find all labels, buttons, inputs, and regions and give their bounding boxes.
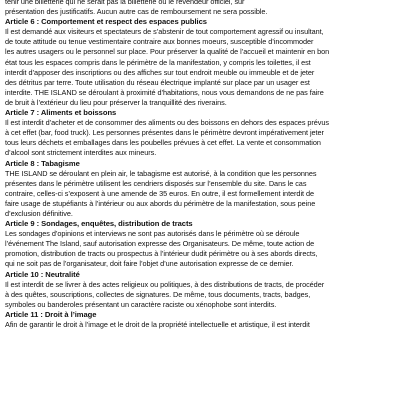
article-title: Article 9 : Sondages, enquêtes, distribution de tracts: [5, 219, 193, 229]
article-title: Article 8 : Tabagisme: [5, 158, 80, 168]
article-section: [5, 219, 398, 269]
document-page: [5, 0, 398, 330]
article-line: Afin de garantir le droit à l’image et le droit de la propriété intellectuelle et artistique, il est interdit: [5, 320, 310, 329]
article-line: interdite. THE ISLAND se déroulant à proximité d’habitations, nous vous demandons de ne pas faire: [5, 87, 324, 97]
article-line: THE ISLAND se déroulant en plein air, le tabagisme est autorisé, à la condition que les personnes: [5, 168, 317, 178]
article-line: l’événement The Island, sauf autorisation expresse des Organisateurs. De même, toute action de: [5, 239, 315, 249]
article-title: Article 11 : Droit à l’image: [5, 309, 97, 319]
article-section: [5, 108, 398, 158]
article-line: de toute attitude ou tenue vestimentaire contraire aux bonnes moeurs, susceptible d’incommoder: [5, 37, 314, 47]
intro-line: tenir une billetterie qui ne serait pas la billetterie ou le revendeur officiel, sur: [5, 0, 245, 6]
article-line: d’exclusion définitive.: [5, 208, 73, 218]
article-section: [5, 17, 398, 108]
article-title: Article 10 : Neutralité: [5, 269, 80, 279]
article-line: Il est interdit de se livrer à des actes religieux ou politiques, à des distributions de tracts, de procéder: [5, 279, 325, 289]
article-line: symboles ou banderoles présentant un caractère raciste ou xénophobe sont interdits.: [5, 299, 277, 309]
article-line: qui ne soit pas de l’organisateur, doit faire l’objet d’une autorisation expresse de ce dernier.: [5, 259, 294, 269]
article-line: interdit d’apposer des inscriptions ou des affiches sur tout endroit meuble ou immeuble et de jeter: [5, 67, 315, 77]
article-line: de bruit à l’extérieur du lieu pour préserver la tranquillité des riverains.: [5, 97, 227, 107]
article-line: tous leurs déchets et emballages dans les poubelles prévues à cet effet. La vente et consommation: [5, 138, 321, 148]
article-line: Il est interdit d’acheter et de consommer des aliments ou des boissons en dehors des espaces prévus: [5, 118, 329, 128]
article-line: Les sondages d’opinions et interviews ne sont pas autorisés dans le périmètre où se déroule: [5, 229, 300, 239]
article-line: les autres usagers ou le personnel sur place. Pour préserver la qualité de l’accueil et maintenir en bon: [5, 47, 330, 57]
article-line: état tous les espaces compris dans le périmètre de la manifestation, y compris les toilettes, il est: [5, 57, 311, 67]
article-section: [5, 310, 398, 330]
article-section: [5, 159, 398, 220]
article-line: d’alcool sont strictement interdites aux mineurs.: [5, 148, 157, 158]
article-line: contraire, celles-ci s’exposent à une amende de 35 euros. En outre, il est formellement interdit de: [5, 188, 314, 198]
article-title: Article 6 : Comportement et respect des espaces publics: [5, 17, 207, 27]
article-title: Article 7 : Aliments et boissons: [5, 108, 117, 118]
article-line: promotion, distribution de tracts ou prospectus à l’intérieur dudit périmètre ou à ses abords directs,: [5, 249, 318, 259]
article-line: à des quêtes, souscriptions, collectes de signatures. De même, tous documents, tracts, badges,: [5, 289, 311, 299]
article-line: à cet effet (bar, food truck). Les personnes présentes dans le périmètre devront impérativement jeter: [5, 128, 324, 138]
article-line: présentes dans le périmètre utilisent les cendriers disposés sur l’ensemble du site. Dans le cas: [5, 178, 307, 188]
intro-line: présentation des justificatifs. Aucun autre cas de remboursement ne sera possible.: [5, 7, 268, 17]
article-line: Il est demandé aux visiteurs et spectateurs de s’abstenir de tout comportement agressif ou insultant,: [5, 27, 324, 37]
article-line: des détritus par terre. Toute utilisation du réseau électrique implanté sur place par un usager est: [5, 77, 310, 87]
article-line: faire usage de stupéfiants à l’intérieur ou aux abords du périmètre de la manifestation, sous peine: [5, 198, 316, 208]
article-section: [5, 270, 398, 310]
